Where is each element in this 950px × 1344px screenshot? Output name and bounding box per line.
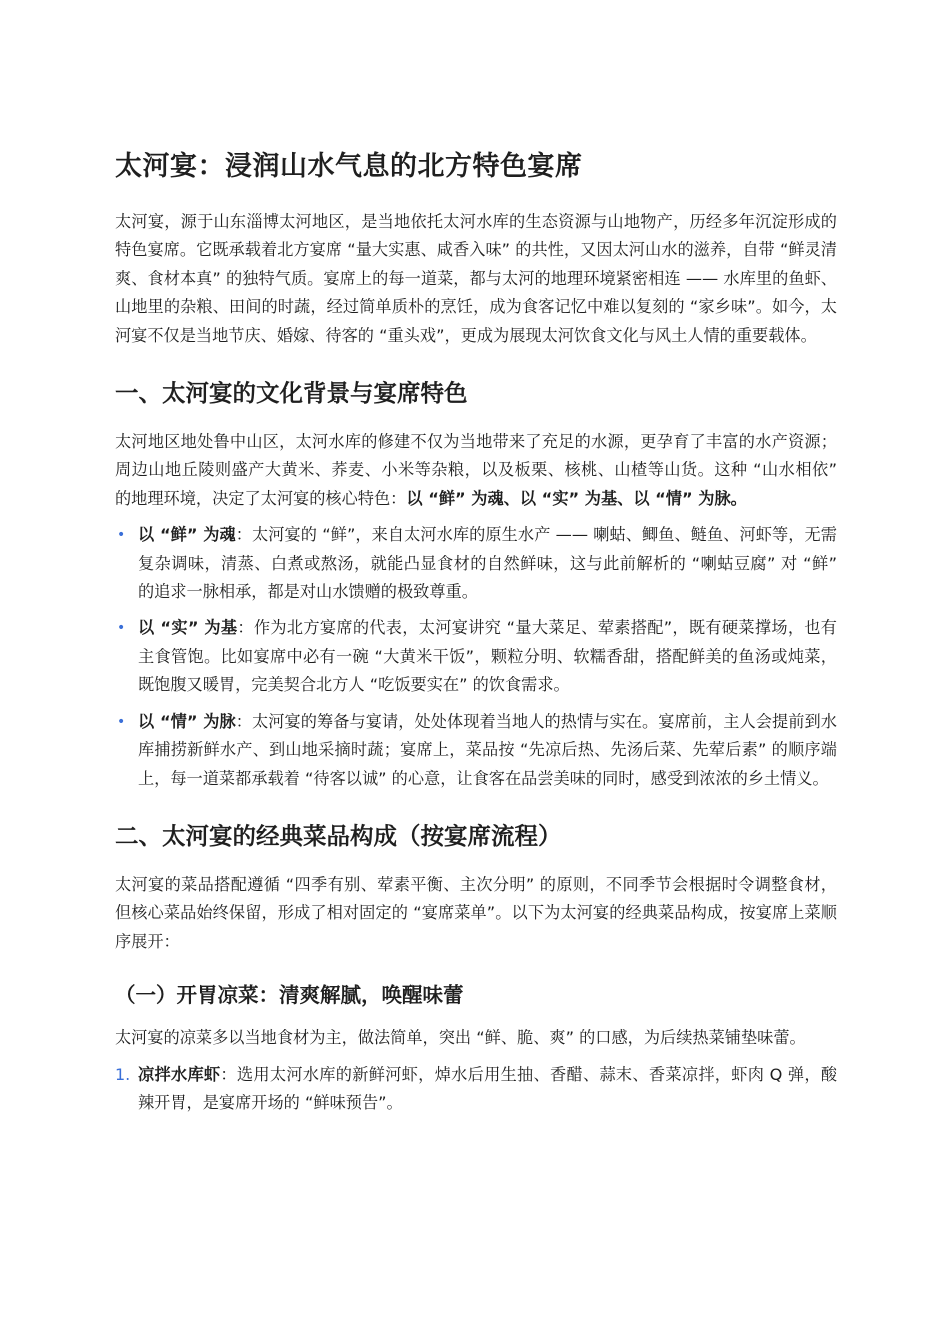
bullet-icon: • xyxy=(117,620,126,637)
section-1-paragraph-bold: 以 “鲜” 为魂、以 “实” 为基、以 “情” 为脉。 xyxy=(406,488,747,508)
document-title: 太河宴：浸润山水气息的北方特色宴席 xyxy=(115,151,583,182)
section-2-heading: 二、太河宴的经典菜品构成（按宴席流程） xyxy=(115,821,562,850)
section-1-heading: 一、太河宴的文化背景与宴席特色 xyxy=(115,379,468,408)
list-item-label: 以 “实” 为基 xyxy=(138,618,238,638)
section-1-paragraph-text: 太河地区地处鲁中山区，太河水库的修建不仅为当地带来了充足的水源，更孕育了丰富的水产资源；周边山地丘陵则盛产大黄米、荞麦、小米等杂粮，以及板栗、核桃、山楂等山货。这种 “山水相依” 的地理环境，决定了太河宴的核心特色： xyxy=(115,432,837,508)
subsection-1-heading: （一）开胃凉菜：清爽解腻，唤醒味蕾 xyxy=(115,983,464,1008)
bullet-icon: • xyxy=(117,713,126,730)
list-item xyxy=(115,521,837,606)
list-item-label: 以 “情” 为脉 xyxy=(138,711,236,731)
subsection-1-numbered-list xyxy=(115,1061,837,1118)
list-item-label: 以 “鲜” 为魂 xyxy=(138,525,236,545)
intro-paragraph: 太河宴，源于山东淄博太河地区，是当地依托太河水库的生态资源与山地物产，历经多年沉淀形成的特色宴席。它既承载着北方宴席 “量大实惠、咸香入味” 的共性，又因太河山水的滋养，自带 “鲜灵清爽、食材本真” 的独特气质。宴席上的每一道菜，都与太河的地理环境紧密相连 —— 水库里的鱼虾、山地里的杂粮、田间的时蔬，经过简单质朴的烹饪，成为食客记忆中难以复刻的 “家乡味”。如今，太河宴不仅是当地节庆、婚嫁、待客的 “重头戏”，更成为展现太河饮食文化与风土人情的重要载体。 xyxy=(115,212,837,345)
section-2-paragraph: 太河宴的菜品搭配遵循 “四季有别、荤素平衡、主次分明” 的原则，不同季节会根据时令调整食材，但核心菜品始终保留，形成了相对固定的 “宴席菜单”。以下为太河宴的经典菜品构成，按宴席上菜顺序展开： xyxy=(115,874,837,951)
list-item-text: ：选用太河水库的新鲜河虾，焯水后用生抽、香醋、蒜末、香菜凉拌，虾肉 Q 弹，酸辣开胃，是宴席开场的 “鲜味预告”。 xyxy=(138,1064,838,1112)
list-item xyxy=(115,1061,837,1118)
subsection-1-paragraph: 太河宴的凉菜多以当地食材为主，做法简单，突出 “鲜、脆、爽” 的口感，为后续热菜铺垫味蕾。 xyxy=(115,1028,806,1048)
section-1-paragraph xyxy=(115,428,837,513)
list-item-text: ：太河宴的 “鲜”，来自太河水库的原生水产 —— 喇蛄、鲫鱼、鲢鱼、河虾等，无需复杂调味，清蒸、白煮或熬汤，就能凸显食材的自然鲜味，这与此前解析的 “喇蛄豆腐” 对 “鲜” 的追求一脉相承，都是对山水馈赠的极致尊重。 xyxy=(138,525,837,602)
section-1-bullet-list xyxy=(115,521,837,793)
list-item xyxy=(115,708,837,793)
list-item-label: 凉拌水库虾 xyxy=(138,1064,221,1084)
list-item-number: 1. xyxy=(115,1064,131,1084)
list-item-text: ：太河宴的筹备与宴请，处处体现着当地人的热情与实在。宴席前，主人会提前到水库捕捞新鲜水产、到山地采摘时蔬；宴席上，菜品按 “先凉后热、先汤后菜、先荤后素” 的顺序端上，每一道菜都承载着 “待客以诚” 的心意，让食客在品尝美味的同时，感受到浓浓的乡土情义。 xyxy=(138,711,837,788)
list-item xyxy=(115,614,837,699)
document-page xyxy=(115,148,837,1125)
bullet-icon: • xyxy=(117,527,126,544)
list-item-text: ：作为北方宴席的代表，太河宴讲究 “量大菜足、荤素搭配”，既有硬菜撑场，也有主食管饱。比如宴席中必有一碗 “大黄米干饭”，颗粒分明、软糯香甜，搭配鲜美的鱼汤或炖菜，既饱腹又暖胃，完美契合北方人 “吃饭要实在” 的饮食需求。 xyxy=(138,618,837,695)
